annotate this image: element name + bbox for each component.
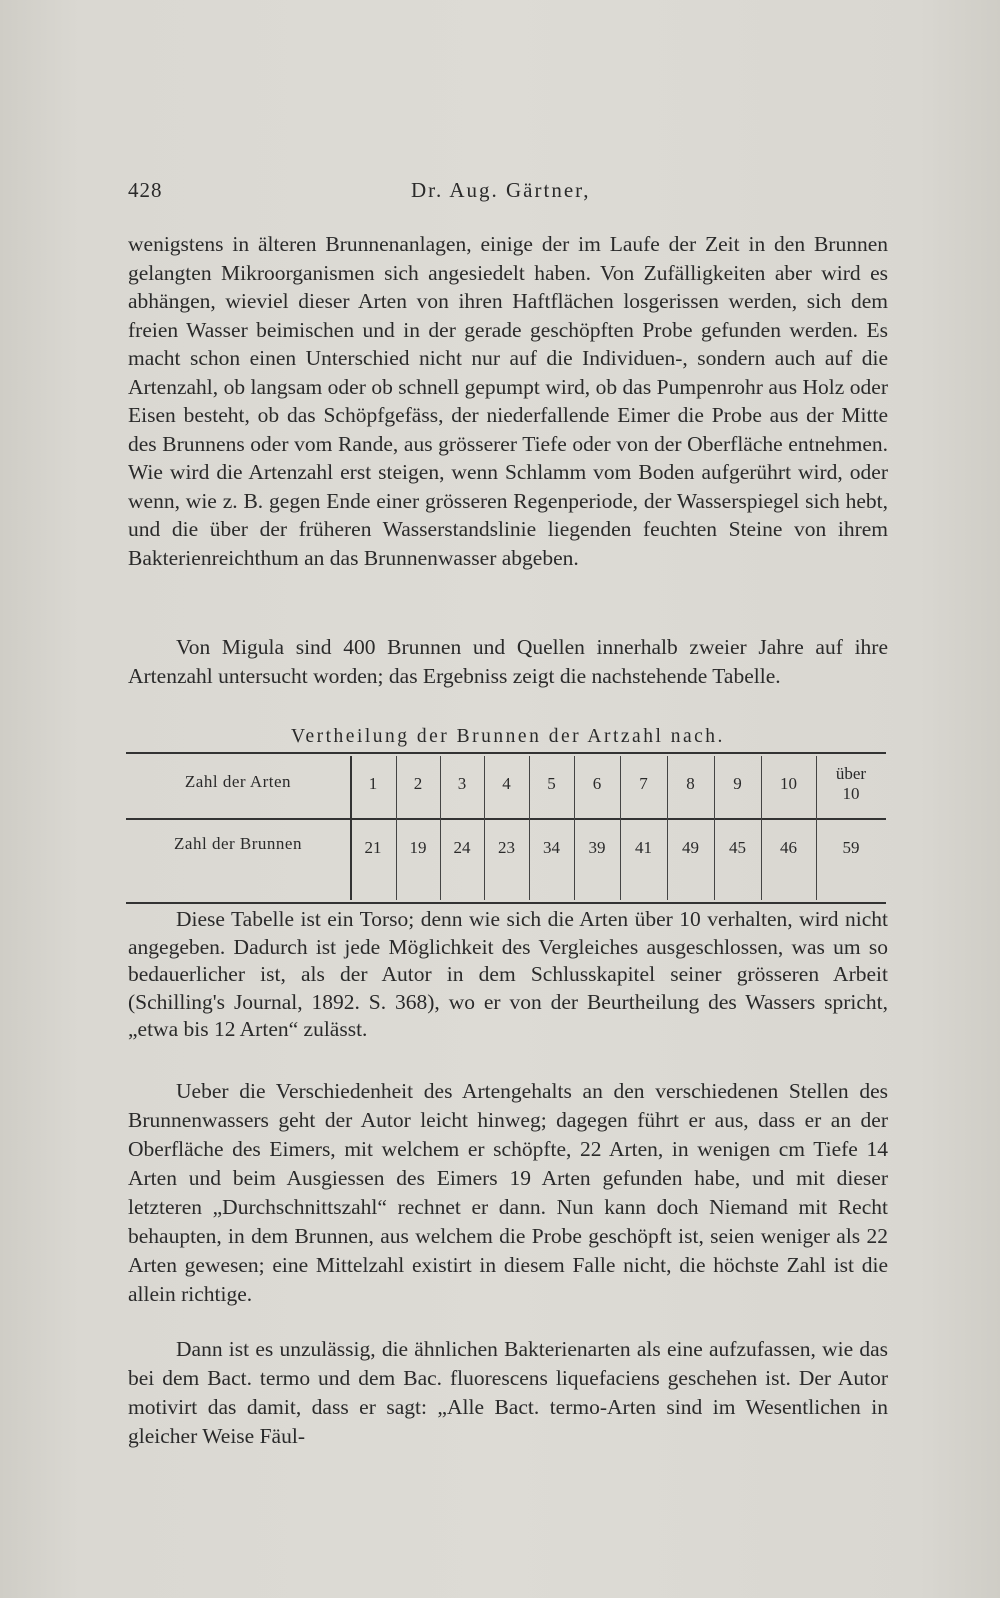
- running-header: [128, 178, 888, 208]
- value-cell-brunnen: 45: [729, 838, 746, 857]
- value-cell-brunnen: 49: [682, 838, 699, 857]
- paragraph-5: Dann ist es unzulässig, die ähnlichen Bakterienarten als eine aufzufassen, wie das bei dem Bact. termo und dem Bac. fluorescens liquefaciens geschehen ist. Der Autor motivirt das damit, dass er sagt: „Alle Bact. termo-Arten sind im Wesentlichen in gleicher Weise Fäul-: [128, 1337, 888, 1448]
- value-cell-brunnen: 23: [498, 838, 515, 857]
- table-caption: Vertheilung der Brunnen der Artzahl nach.: [291, 726, 725, 747]
- value-cell-brunnen: 39: [588, 838, 606, 857]
- header-cell-arten: 3: [457, 774, 467, 793]
- header-cell-arten: 9: [733, 774, 742, 793]
- row-label-arten: Zahl der Arten: [184, 772, 292, 791]
- value-cell-brunnen: 19: [409, 838, 427, 857]
- header-cell-arten: über 10: [835, 764, 867, 803]
- paragraph-3: Diese Tabelle ist ein Torso; denn wie sich die Arten über 10 verhalten, wird nicht angegeben. Dadurch ist jede Möglichkeit des Vergleiches ausgeschlossen, was um so bedauerlicher ist, als der Autor in dem Schlusskapitel seiner grösseren Arbeit (Schilling's Journal, 1892. S. 368), wo er von der Beurtheilung des Wassers spricht, „etwa bis 12 Arten“ zulässt.: [128, 907, 888, 1041]
- value-cell-brunnen: 24: [453, 838, 471, 857]
- paragraph-2: Von Migula sind 400 Brunnen und Quellen innerhalb zweier Jahre auf ihre Artenzahl untersucht worden; das Ergebniss zeigt die nachstehende Tabelle.: [128, 635, 888, 688]
- paragraph-4: Ueber die Verschiedenheit des Artengehalts an den verschiedenen Stellen des Brunnenwassers geht der Autor leicht hinweg; dagegen führt er aus, dass er an der Oberfläche des Eimers, mit welchem er schöpfte, 22 Arten, in wenigen cm Tiefe 14 Arten und beim Ausgiessen des Eimers 19 Arten gefunden habe, und mit dieser letzteren „Durchschnittszahl“ rechnet er dann. Nun kann doch Niemand mit Recht behaupten, in dem Brunnen, aus welchem die Probe geschöpft ist, seien weniger als 22 Arten gewesen; eine Mittelzahl existirt in diesem Falle nicht, die höchste Zahl ist die allein richtige.: [128, 1079, 888, 1306]
- paragraph-1: wenigstens in älteren Brunnenanlagen, einige der im Laufe der Zeit in den Brunnen gelangten Mikroorganismen sich angesiedelt haben. Von Zufälligkeiten aber wird es abhängen, wieviel dieser Arten von ihren Haftflächen losgerissen werden, sich dem freien Wasser beimischen und in der gerade geschöpften Probe gefunden werden. Es macht schon einen Unterschied nicht nur auf die Individuen-, sondern auch auf die Artenzahl, ob langsam oder ob schnell gepumpt wird, ob das Pumpenrohr aus Holz oder Eisen besteht, ob das Schöpfgefäss, der niederfallende Eimer die Probe aus der Mitte des Brunnens oder vom Rande, aus grösserer Tiefe oder von der Oberfläche entnehmen. Wie wird die Artenzahl erst steigen, wenn Schlamm vom Boden aufgerührt wird, oder wenn, wie z. B. gegen Ende einer grösseren Regenperiode, der Wasserspiegel sich hebt, und die über der früheren Wasserstandslinie liegenden feuchten Steine von ihrem Bakterienreichthum an das Brunnenwasser abgeben.: [128, 232, 888, 570]
- header-cell-arten: 1: [368, 774, 378, 793]
- running-title: Dr. Aug. Gärtner,: [411, 178, 591, 202]
- table-divider: [126, 818, 886, 820]
- row-label-brunnen: Zahl der Brunnen: [174, 834, 302, 853]
- header-cell-arten: 5: [547, 774, 556, 793]
- value-cell-brunnen: 34: [543, 838, 560, 857]
- value-cell-brunnen: 21: [364, 838, 382, 857]
- header-cell-arten: 4: [502, 774, 511, 793]
- header-cell-arten: 10: [780, 774, 797, 793]
- page-number: 428: [128, 178, 163, 202]
- value-cell-brunnen: 41: [635, 838, 652, 857]
- data-table: [126, 752, 886, 904]
- value-cell-brunnen: 46: [780, 838, 797, 857]
- header-cell-arten: 6: [592, 774, 602, 793]
- value-cell-brunnen: 59: [842, 838, 860, 857]
- header-cell-arten: 7: [639, 774, 648, 793]
- header-cell-arten: 8: [686, 774, 695, 793]
- header-cell-arten: 2: [413, 774, 423, 793]
